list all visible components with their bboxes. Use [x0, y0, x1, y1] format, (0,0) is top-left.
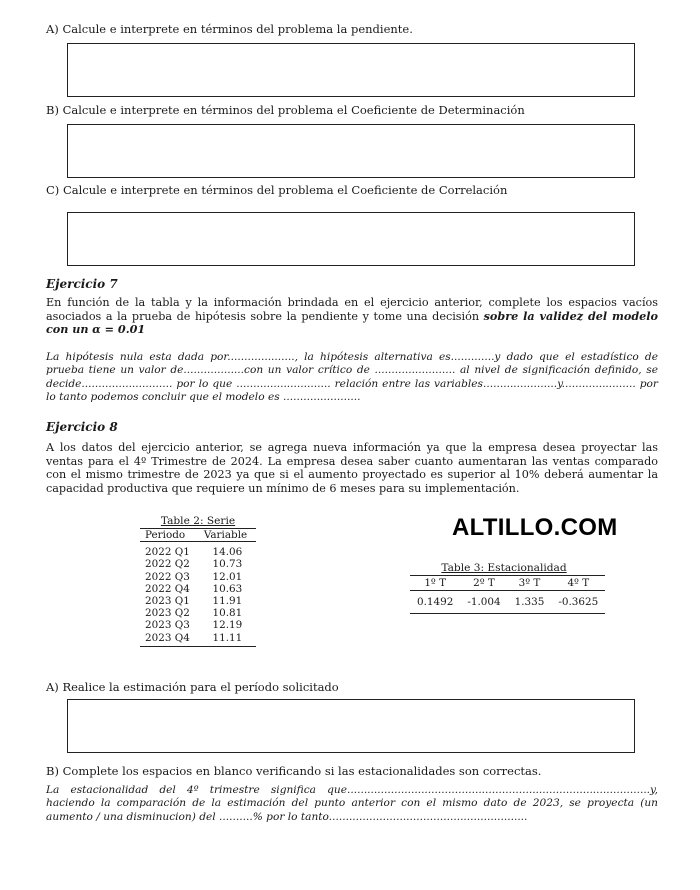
table-row: 2022 Q2 10.73	[145, 558, 243, 571]
table-row: 2022 Q3 12.01	[145, 570, 243, 583]
table-row: 2022 Q4 10.63	[145, 582, 243, 595]
exercise-8-title: Ejercicio 8	[46, 420, 118, 434]
exercise-8-statement: A los datos del ejercicio anterior, se agrega nueva información ya que la empresa desea proyectar las ventas para el 4º Trimestre de 2024. La empresa desea saber cuanto aumentaran las ventas comparado con el mismo trimestre de 2023 ya que si el aumento proyectado es superior al 10% deberá aumentar la capacidad productiva que requiere un mínimo de 6 meses para su implementación.	[46, 441, 658, 495]
table-estacionalidad	[410, 562, 598, 614]
table-header: 3º T	[518, 577, 541, 589]
answer-box-8a[interactable]	[67, 699, 635, 753]
table-header: Variable	[203, 529, 248, 541]
exercise-7-fill-in[interactable]: La hipótesis nula esta dada por...................., la hipótesis alternativa es.............y dado que el estadístico de prueba tiene un valor de..................con un valor crítico de ........................ al nivel de significación definido, se decide........................... por lo que ............................ relación entre las variables......................y...................... por lo tanto podemos concluir que el modelo es .......................	[46, 351, 658, 404]
table-row: 0.1492 -1.004 1.335 -0.3625	[417, 596, 599, 608]
answer-box-c[interactable]	[67, 212, 635, 266]
table-row: 2023 Q1 11.91	[145, 595, 243, 608]
question-8b-seasonality: B) Complete los espacios en blanco verificando si las estacionalidades son correctas.	[46, 764, 542, 778]
answer-box-b[interactable]	[67, 124, 635, 178]
table-row: 2023 Q2 10.81	[145, 607, 243, 620]
table-header: 4º T	[567, 577, 590, 589]
table-row: 2022 Q1 14.06	[145, 546, 243, 559]
question-a-slope: A) Calcule e interprete en términos del problema la pendiente.	[46, 22, 413, 36]
exercise-7-statement: En función de la tabla y la información brindada en el ejercicio anterior, complete los espacios vacíos asociados a la prueba de hipótesis sobre la pendiente y tome una decisión sobre la validez del modelo con un α = 0.01	[46, 296, 658, 337]
question-b-determination: B) Calcule e interprete en términos del problema el Coeficiente de Determinación	[46, 103, 525, 117]
answer-box-a[interactable]	[67, 43, 635, 97]
table-serie-caption: Table 2: Serie	[160, 515, 236, 527]
table-estacionalidad-caption: Table 3: Estacionalidad	[441, 562, 567, 574]
table-row: 2023 Q4 11.11	[145, 631, 243, 644]
table-row: 2023 Q3 12.19	[145, 619, 243, 632]
table-header: 1º T	[424, 577, 447, 589]
watermark-logo: ALTILLO.COM	[452, 514, 618, 541]
question-c-correlation: C) Calcule e interprete en términos del problema el Coeficiente de Correlación	[46, 183, 508, 197]
exercise-7-title: Ejercicio 7	[46, 277, 118, 291]
table-header: 2º T	[473, 577, 495, 589]
table-serie	[140, 515, 256, 647]
question-8a-estimation: A) Realice la estimación para el período solicitado	[46, 680, 339, 694]
table-header: Periodo	[145, 529, 186, 541]
exercise-8b-fill-in[interactable]: La estacionalidad del 4º trimestre significa que..........................................................................................y, haciendo la comparación de la estimación del punto anterior con el mismo dato de 2023, se proyecta (un aumento / una disminucion) del ..........% por lo tanto...........................................................	[46, 784, 658, 823]
